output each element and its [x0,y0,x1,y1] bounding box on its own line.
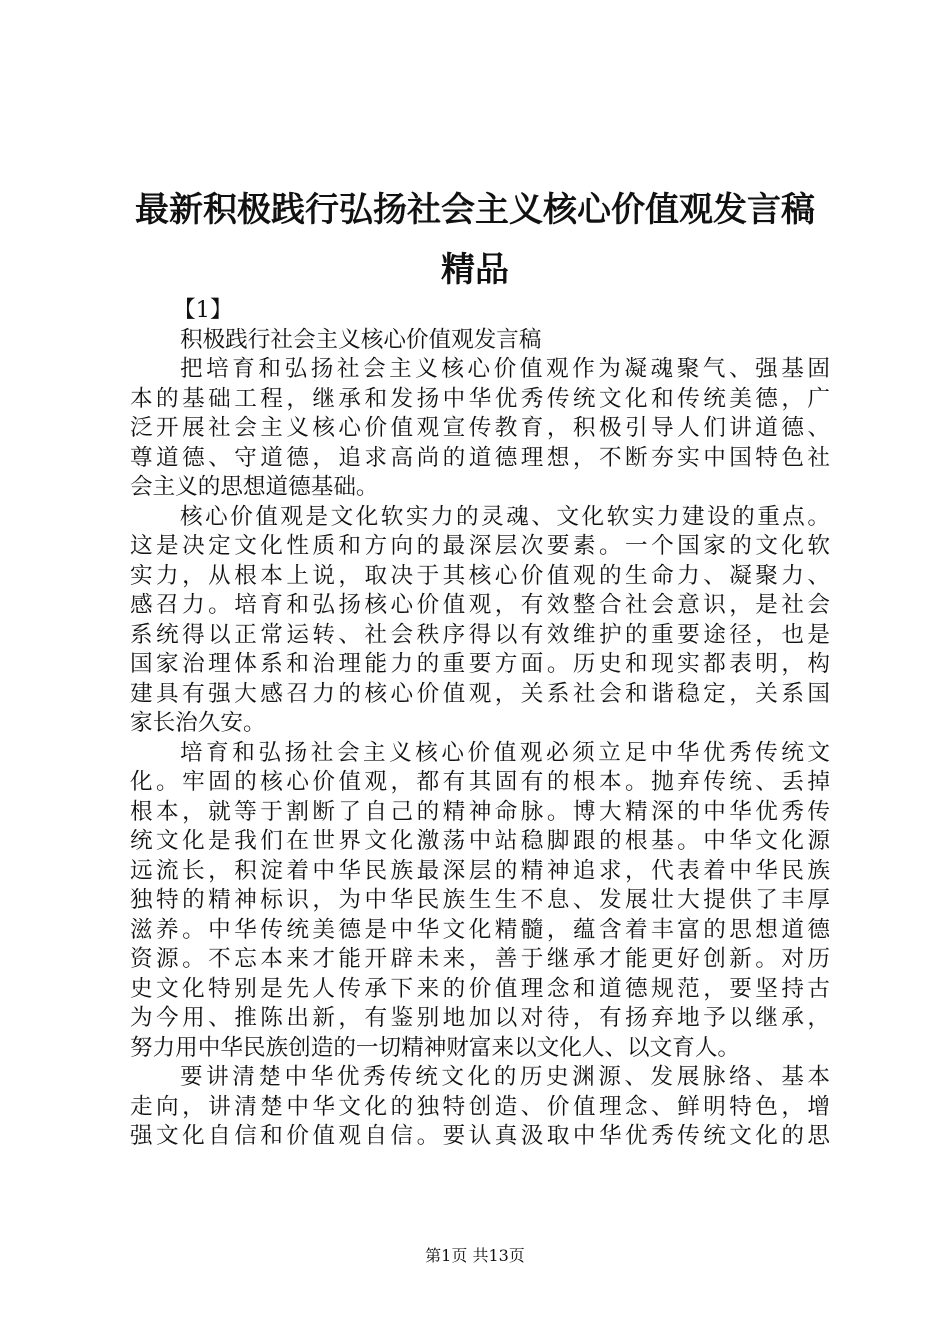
text-line: 核心价值观是文化软实力的灵魂、文化软实力建设的重点。 [180,503,830,530]
text-line: 独特的精神标识，为中华民族生生不息、发展壮大提供了丰厚 [130,887,830,913]
text-line: 家长治久安。 [130,710,266,736]
text-line: 感召力。培育和弘扬核心价值观，有效整合社会意识，是社会 [130,592,830,618]
title-line-2: 精品 [441,250,509,290]
title-line-1: 最新积极践行弘扬社会主义核心价值观发言稿 [135,190,815,230]
text-line: 走向，讲清楚中华文化的独特创造、价值理念、鲜明特色，增 [130,1093,830,1120]
page-footer: 第1页 共13页 [425,1246,525,1265]
text-line: 国家治理体系和治理能力的重要方面。历史和现实都表明，构 [130,651,830,677]
text-line: 实力，从根本上说，取决于其核心价值观的生命力、凝聚力、 [130,562,830,589]
section-label: 【1】 [173,297,233,323]
text-line: 培育和弘扬社会主义核心价值观必须立足中华优秀传统文 [180,739,830,766]
text-line: 为今用、推陈出新，有鉴别地加以对待，有扬弃地予以继承， [130,1005,830,1031]
text-line: 积极践行社会主义核心价值观发言稿 [180,326,542,353]
text-line: 要讲清楚中华优秀传统文化的历史渊源、发展脉络、基本 [180,1064,830,1090]
text-line: 努力用中华民族创造的一切精神财富来以文化人、以文育人。 [130,1034,741,1061]
text-line: 资源。不忘本来才能开辟未来，善于继承才能更好创新。对历 [130,946,830,972]
text-line: 把培育和弘扬社会主义核心价值观作为凝魂聚气、强基固 [180,356,830,382]
document-title [100,180,850,300]
text-line: 强文化自信和价值观自信。要认真汲取中华优秀传统文化的思 [130,1123,830,1149]
text-line: 泛开展社会主义核心价值观宣传教育，积极引导人们讲道德、 [130,415,830,441]
text-line: 建具有强大感召力的核心价值观，关系社会和谐稳定，关系国 [130,680,830,707]
text-line: 系统得以正常运转、社会秩序得以有效维护的重要途径，也是 [130,621,830,648]
text-line: 史文化特别是先人传承下来的价值理念和道德规范，要坚持古 [130,975,830,1002]
text-line: 化。牢固的核心价值观，都有其固有的根本。抛弃传统、丢掉 [130,769,830,795]
document-body [130,296,830,1152]
text-line: 尊道德、守道德，追求高尚的道德理想，不断夯实中国特色社 [130,444,830,471]
text-line: 根本，就等于割断了自己的精神命脉。博大精深的中华优秀传 [130,798,830,825]
text-line: 这是决定文化性质和方向的最深层次要素。一个国家的文化软 [130,533,830,559]
text-line: 本的基础工程，继承和发扬中华优秀传统文化和传统美德，广 [130,385,830,412]
text-line: 会主义的思想道德基础。 [130,474,379,500]
text-line: 远流长，积淀着中华民族最深层的精神追求，代表着中华民族 [130,857,830,884]
text-line: 滋养。中华传统美德是中华文化精髓，蕴含着丰富的思想道德 [130,916,830,943]
text-line: 统文化是我们在世界文化激荡中站稳脚跟的根基。中华文化源 [130,828,830,854]
